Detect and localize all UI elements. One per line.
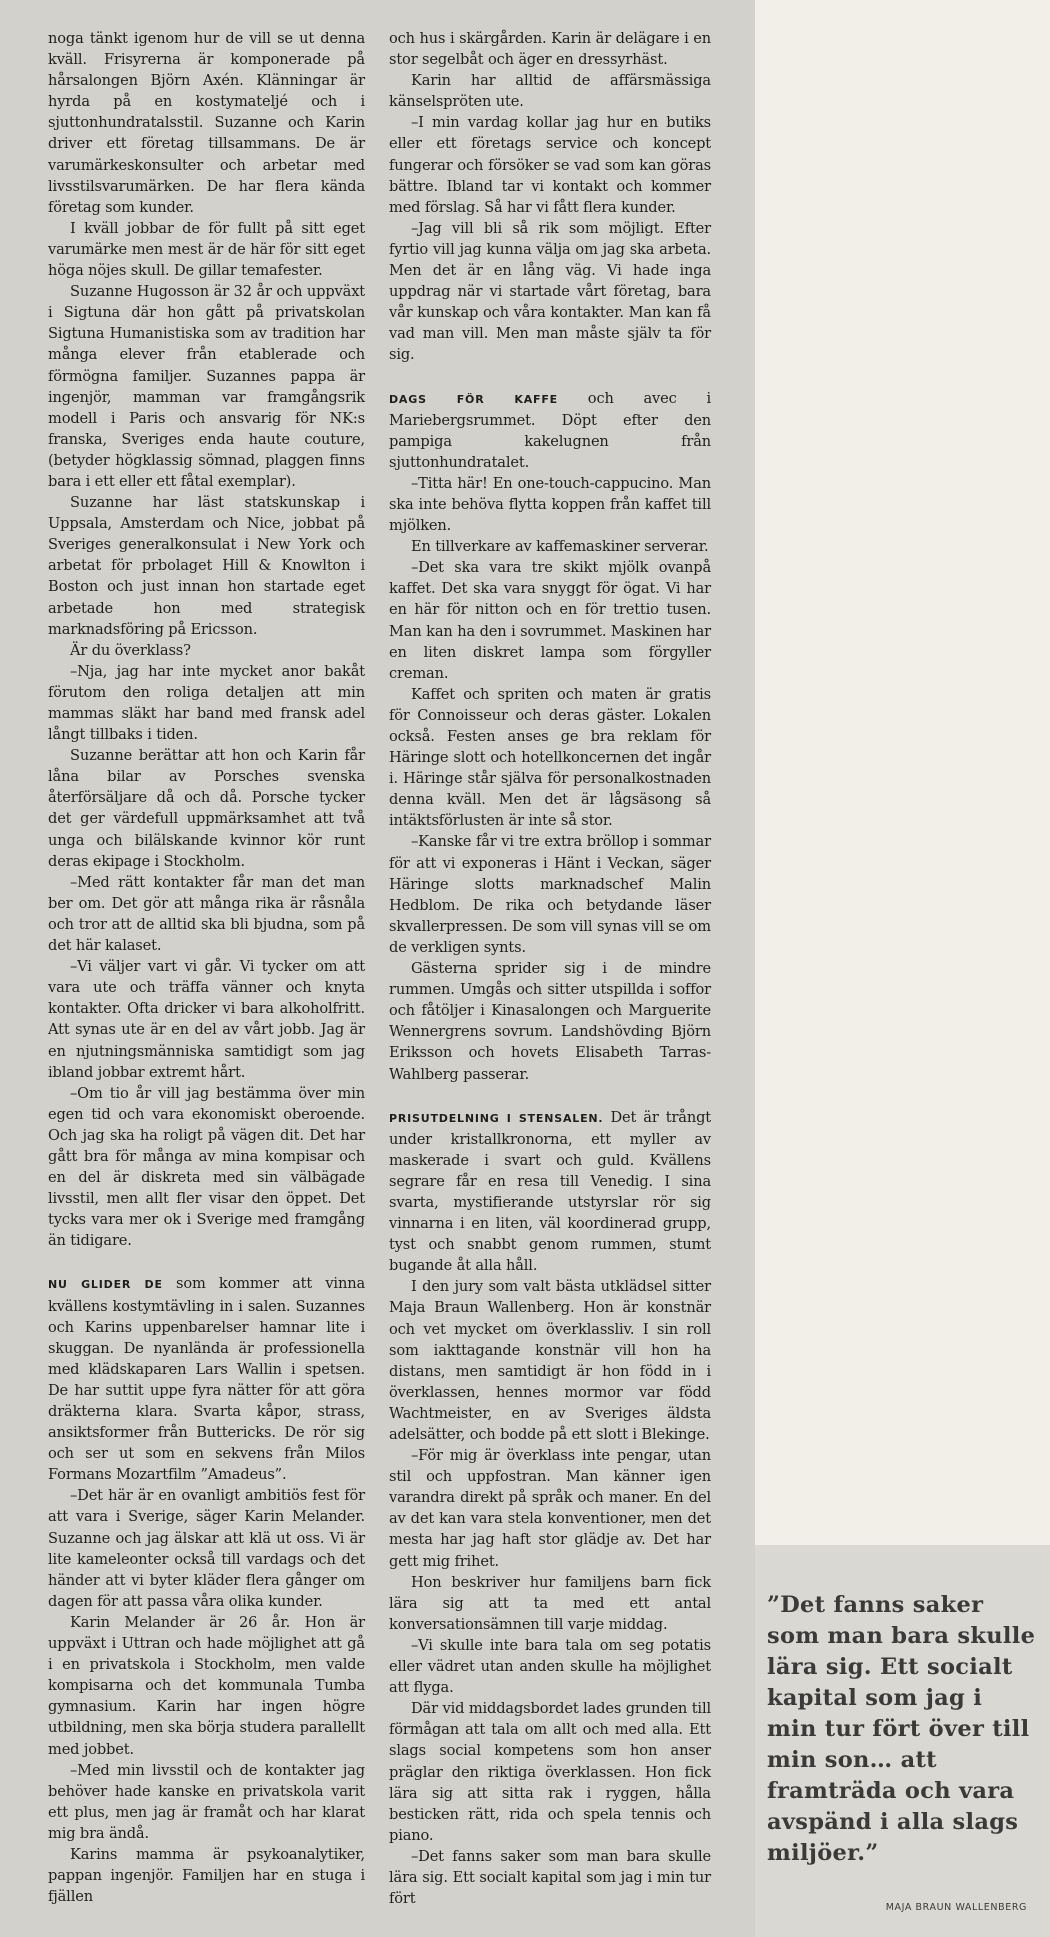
paragraph: En tillverkare av kaffemaskiner serverar. — [411, 538, 709, 556]
section-kicker: PRISUTDELNING I STENSALEN. — [389, 1111, 604, 1125]
article-column-1 — [48, 28, 365, 1907]
paragraph: Hon beskriver hur familjens barn fick lära sig att ta med ett antal konversationsämnen till varje middag. — [389, 1573, 711, 1633]
paragraph: Gästerna sprider sig i de mindre rummen. Umgås och sitter utspillda i soffor och fåtöljer i Kinasalongen och Marguerite Wennergrens sovrum. Landshövding Björn Eriksson och hovets Elisabeth Tarras-Wahlberg passerar. — [389, 960, 711, 1083]
section-kicker: DAGS FÖR KAFFE — [389, 392, 558, 406]
section-paragraph — [48, 1273, 365, 1485]
paragraph: Suzanne berättar att hon och Karin får låna bilar av Porsches svenska återförsäljare då och då. Porsche tycker det ger värdefull uppmärksamhet att två unga och bilälskande kvinnor kör runt deras ekipage i Stockholm. — [48, 747, 365, 870]
paragraph: Där vid middagsbordet lades grunden till förmågan att tala om allt och med alla. Ett slags social kompetens som hon anser präglar den riktiga överklassen. Hon fick lära sig att sitta rak i ryggen, hålla besticken rätt, rida och spela tennis och piano. — [389, 1700, 711, 1844]
pull-quote-attribution: MAJA BRAUN WALLENBERG — [885, 1902, 1027, 1913]
paragraph: I kväll jobbar de för fullt på sitt eget varumärke men mest är de här för sitt eget höga nöjes skull. De gillar temafester. — [48, 219, 365, 280]
paragraph: I den jury som valt bästa utklädsel sitter Maja Braun Wallenberg. Hon är konstnär och vet mycket om överklassliv. I sin roll som iakttagande konstnär vill hon ha distans, men samtidigt är hon född in i överklassen, hennes mormor var född Wachtmeister, en av Sveriges äldsta adelsätter, och bodde på ett slott i Blekinge. — [389, 1278, 711, 1443]
paragraph: Karin Melander är 26 år. Hon är uppväxt i Uttran och hade möjlighet att gå i en privatskola i Stockholm, men valde kompisarna och det kommunala Tumba gymnasium. Karin har ingen högre utbildning, men ska börja studera parallellt med jobbet. — [48, 1613, 365, 1758]
paragraph: –Det ska vara tre skikt mjölk ovanpå kaffet. Det ska vara snyggt för ögat. Vi har en här för nitton och en för trettio tusen. Man kan ha den i sovrummet. Maskinen har en liten diskret lampa som förgyller creman. — [389, 559, 711, 682]
section-text: och avec i Mariebergsrummet. Döpt efter den pampiga kakelugnen från sjuttonhundratalet. — [389, 389, 711, 471]
article-column-2 — [389, 28, 711, 1909]
paragraph: Kaffet och spriten och maten är gratis för Connoisseur och deras gäster. Lokalen också. Festen anses ge bra reklam för Häringe slott och hotellkoncernen det ingår i. Häringe står själva för personalkostnaden denna kväll. Men det är lågsäsong så intäktsförlusten är inte så stor. — [389, 685, 711, 830]
pull-quote — [755, 1590, 1045, 1913]
paragraph: –Det här är en ovanligt ambitiös fest för att vara i Sverige, säger Karin Melander. Suzanne och jag älskar att klä ut oss. Vi är lite kameleonter också till vardags och det händer att vi byter kläder flera gånger om dagen för att passa våra olika kunder. — [48, 1487, 365, 1610]
paragraph: –Om tio år vill jag bestämma över min egen tid och vara ekonomiskt oberoende. Och jag ska ha roligt på vägen dit. Det har gått bra för många av mina kompisar och en del är diskreta med sin välbägade livsstil, men allt fler visar den öppet. Det tycks vara mer ok i Sverige med framgång än tidigare. — [48, 1084, 365, 1250]
paragraph: Karins mamma är psykoanalytiker, pappan ingenjör. Familjen har en stuga i fjällen — [48, 1845, 365, 1906]
paragraph: –Vi väljer vart vi går. Vi tycker om att vara ute och träffa vänner och knyta kontakter. Ofta dricker vi bara alkoholfritt. Att synas ute är en del av vårt jobb. Jag är en njutningsmänniska samtidigt som jag ibland jobbar extremt hårt. — [48, 958, 365, 1081]
section-paragraph — [389, 388, 711, 473]
paragraph: Karin har alltid de affärsmässiga känselspröten ute. — [389, 72, 711, 111]
question: Är du överklass? — [70, 641, 191, 659]
paragraph: och hus i skärgården. Karin är delägare i en stor segelbåt och äger en dressyrhäst. — [389, 30, 711, 69]
paragraph: –Det fanns saker som man bara skulle lära sig. Ett socialt kapital som jag i min tur fört — [389, 1847, 711, 1908]
section-text: som kommer att vinna kvällens kostymtävling in i salen. Suzannes och Karins uppenbarelser hamnar lite i skuggan. De nyanlända är professionella med klädskaparen Lars Wallin i spetsen. De har suttit uppe fyra nätter för att göra dräkterna klara. Svarta kåpor, strass, ansiktsformer från Buttericks. De rör sig och ser ut som en sekvens från Milos Formans Mozartfilm ”Amadeus”. — [48, 1275, 365, 1484]
paragraph: –För mig är överklass inte pengar, utan stil och uppfostran. Man känner igen varandra direkt på språk och maner. En del av det kan vara stela konventioner, men det mesta har jag haft stor glädje av. Det har gett mig frihet. — [389, 1447, 711, 1570]
section-text: Det är trångt under kristallkronorna, ett myller av maskerade i svart och guld. Kvällens segrare får en resa till Venedig. I sina svarta, mystifierande utstyrslar rör sig vinnarna i en liten, väl koordinerad grupp, tyst och snabbt genom rummen, stumt bugande åt alla håll. — [389, 1108, 711, 1275]
paragraph: noga tänkt igenom hur de vill se ut denna kväll. Frisyrerna är komponerade på hårsalongen Björn Axén. Klänningar är hyrda på en kostymateljé och i sjuttonhundratalsstil. Suzanne och Karin driver ett företag tillsammans. De är varumärkeskonsulter och arbetar med livsstilsvarumärken. De har flera kända företag som kunder. — [48, 30, 365, 216]
paragraph: –Med rätt kontakter får man det man ber om. Det gör att många rika är råsnåla och tror att de alltid ska bli bjudna, som på det här kalaset. — [48, 873, 365, 955]
paragraph: –Vi skulle inte bara tala om seg potatis eller vädret utan anden skulle ha möjlighet att flyga. — [389, 1636, 711, 1697]
paragraph: –Kanske får vi tre extra bröllop i sommar för att vi exponeras i Hänt i Veckan, säger Häringe slotts marknadschef Malin Hedblom. De rika och betydande läser skvallerpressen. De som vill synas vill se om de verkligen synts. — [389, 833, 711, 956]
pull-quote-text: ”Det fanns saker som man bara skulle lära sig. Ett socialt kapital som jag i min tur fört över till min son… att framträda och vara avspänd i alla slags miljöer.” — [767, 1592, 1036, 1866]
paragraph: –Nja, jag har inte mycket anor bakåt förutom den roliga detaljen att min mammas släkt har band med fransk adel långt tillbaks i tiden. — [48, 662, 365, 744]
paragraph: –I min vardag kollar jag hur en butiks eller ett företags service och koncept fungerar och försöker se vad som kan göras bättre. Ibland tar vi kontakt och kommer med förslag. Så har vi fått flera kunder. — [389, 114, 711, 216]
paragraph: Suzanne Hugosson är 32 år och uppväxt i Sigtuna där hon gått på privatskolan Sigtuna Humanistiska som av tradition har många elever från etablerade och förmögna familjer. Suzannes pappa är ingenjör, mamman var framgångsrik modell i Paris och ansvarig för NK:s franska, Sveriges enda haute couture, (betyder högklassig sömnad, plaggen finns bara i ett eller ett fåtal exemplar). — [48, 283, 365, 490]
paragraph: –Jag vill bli så rik som möjligt. Efter fyrtio vill jag kunna välja om jag ska arbeta. Men det är en lång väg. Vi hade inga uppdrag när vi startade vårt företag, bara vår kunskap och våra kontakter. Man kan få vad man vill. Men man måste själv ta för sig. — [389, 219, 711, 364]
paragraph: –Med min livsstil och de kontakter jag behöver hade kanske en privatskola varit ett plus, men jag är framåt och har klarat mig bra ändå. — [48, 1761, 365, 1842]
paragraph: –Titta här! En one-touch-cappucino. Man ska inte behöva flytta koppen från kaffet till mjölken. — [389, 474, 711, 535]
paragraph: Suzanne har läst statskunskap i Uppsala, Amsterdam och Nice, jobbat på Sveriges generalkonsulat i New York och arbetat för prbolaget Hill & Knowlton i Boston och just innan hon startade eget arbetade hon med strategisk marknadsföring på Ericsson. — [48, 494, 365, 638]
section-kicker: NU GLIDER DE — [48, 1278, 163, 1292]
section-paragraph — [389, 1107, 711, 1277]
